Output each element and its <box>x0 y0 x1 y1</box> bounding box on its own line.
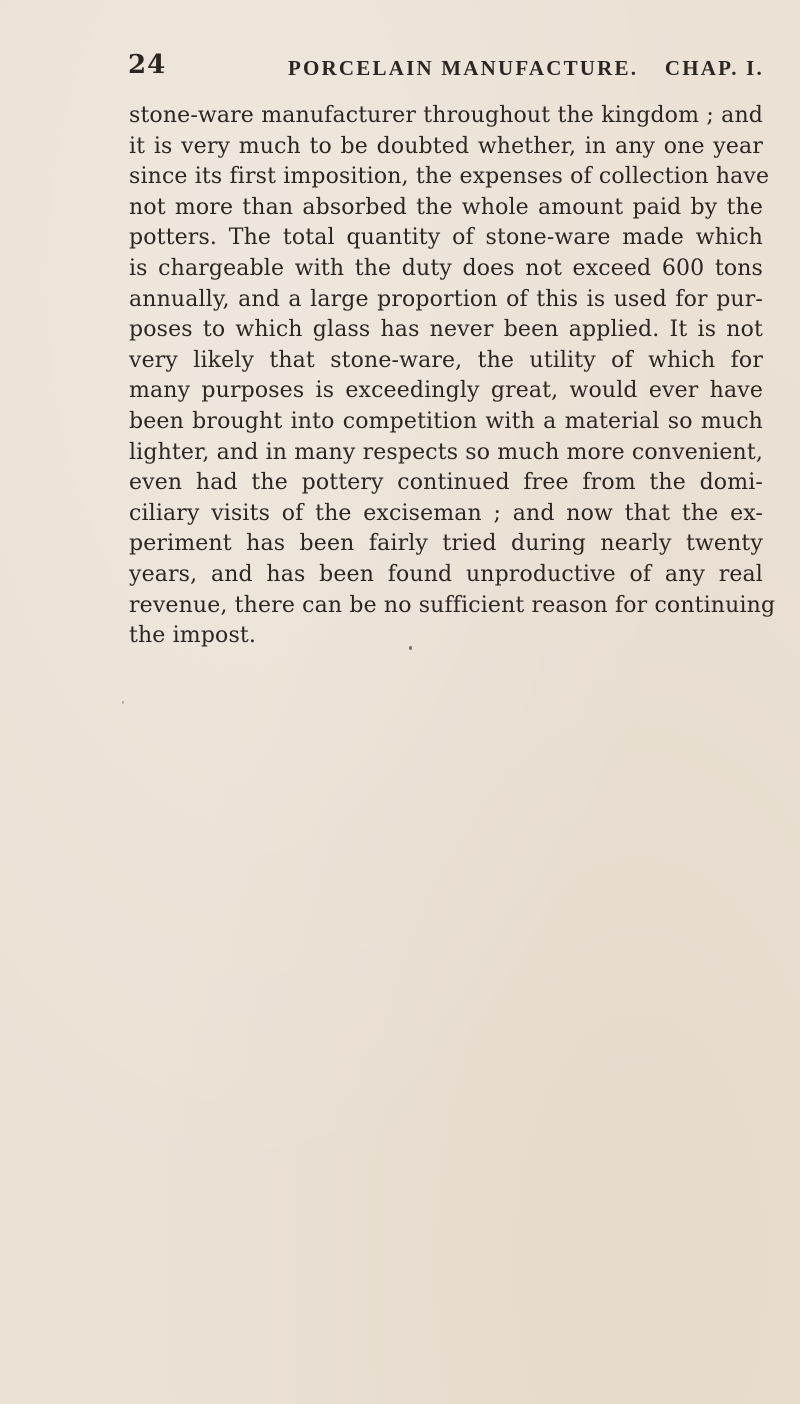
text-line: ciliary visits of the exciseman ; and now that the ex- <box>129 500 763 526</box>
chapter-label: CHAP. I. <box>664 56 764 80</box>
paper-speck <box>409 646 412 650</box>
running-head <box>128 50 764 84</box>
body-paragraph <box>129 101 776 652</box>
text-line: it is very much to be doubted whether, in any one year <box>129 133 763 159</box>
text-line: not more than absorbed the whole amount paid by the <box>129 194 763 220</box>
text-line: very likely that stone-ware, the utility of which for <box>129 347 763 373</box>
running-title: PORCELAIN MANUFACTURE. <box>288 56 639 80</box>
text-line: poses to which glass has never been applied. It is not <box>129 317 763 343</box>
paper-speck <box>122 701 124 704</box>
text-line: lighter, and in many respects so much more convenient, <box>129 439 763 465</box>
page-number: 24 <box>128 50 167 80</box>
text-line: the impost. <box>129 623 257 649</box>
text-line: potters. The total quantity of stone-ware made which <box>129 225 763 251</box>
text-line: many purposes is exceedingly great, would ever have <box>129 378 763 404</box>
text-line: even had the pottery continued free from the domi- <box>129 470 763 496</box>
text-line: stone-ware manufacturer throughout the kingdom ; and <box>129 103 763 128</box>
text-line: been brought into competition with a material so much <box>129 408 763 434</box>
text-line: since its first imposition, the expenses of collection have <box>129 164 770 190</box>
text-line: is chargeable with the duty does not exceed 600 tons <box>129 255 763 281</box>
text-line: annually, and a large proportion of this is used for pur- <box>129 286 763 312</box>
text-line: revenue, there can be no sufficient reason for continuing <box>129 592 776 618</box>
text-line: years, and has been found unproductive of any real <box>129 561 763 587</box>
text-line: periment has been fairly tried during nearly twenty <box>129 531 763 557</box>
